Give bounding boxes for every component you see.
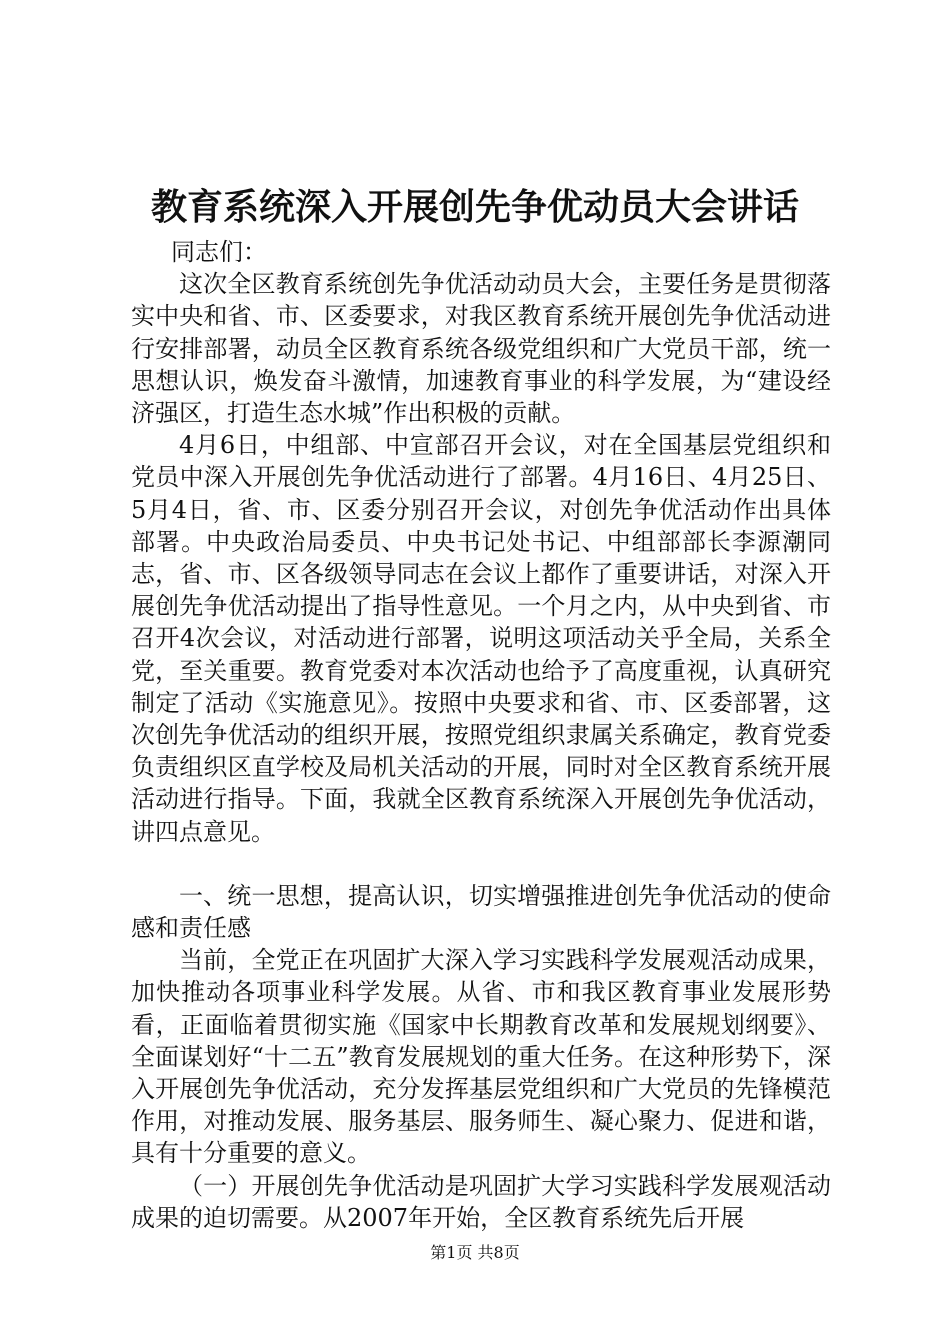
paragraph-subsection-1: （一）开展创先争优活动是巩固扩大学习实践科学发展观活动成果的迫切需要。从2007年开始，全区教育系统先后开展 xyxy=(131,1171,831,1232)
document-body xyxy=(131,236,831,1234)
section-heading-1: 一、统一思想，提高认识，切实增强推进创先争优活动的使命感和责任感 xyxy=(131,881,831,943)
paragraph-intro: 这次全区教育系统创先争优活动动员大会，主要任务是贯彻落实中央和省、市、区委要求，对我区教育系统开展创先争优活动进行安排部署，动员全区教育系统各级党组织和广大党员干部，统一思想认识，焕发奋斗激情，加速教育事业的科学发展，为“建设经济强区，打造生态水城”作出积极的贡献。 xyxy=(131,270,831,428)
page-number-footer: 第1页 共8页 xyxy=(430,1243,520,1262)
document-title: 教育系统深入开展创先争优动员大会讲话 xyxy=(150,187,799,228)
paragraph-current-situation: 当前，全党正在巩固扩大深入学习实践科学发展观活动成果，加快推动各项事业科学发展。从省、市和我区教育事业发展形势看，正面临着贯彻实施《国家中长期教育改革和发展规划纲要》、全面谋划好“十二五”教育发展规划的重大任务。在这种形势下，深入开展创先争优活动，充分发挥基层党组织和广大党员的先锋模范作用，对推动发展、服务基层、服务师生、凝心聚力、促进和谐，具有十分重要的意义。 xyxy=(131,946,831,1168)
salutation: 同志们： xyxy=(171,238,267,266)
paragraph-background: 4月6日，中组部、中宣部召开会议，对在全国基层党组织和党员中深入开展创先争优活动进行了部署。4月16日、4月25日、5月4日，省、市、区委分别召开会议，对创先争优活动作出具体部署。中央政治局委员、中央书记处书记、中组部部长李源潮同志，省、市、区各级领导同志在会议上都作了重要讲话，对深入开展创先争优活动提出了指导性意见。一个月之内，从中央到省、市召开4次会议，对活动进行部署，说明这项活动关乎全局，关系全党，至关重要。教育党委对本次活动也给予了高度重视，认真研究制定了活动《实施意见》。按照中央要求和省、市、区委部署，这次创先争优活动的组织开展，按照党组织隶属关系确定，教育党委负责组织区直学校及局机关活动的开展，同时对全区教育系统开展活动进行指导。下面，我就全区教育系统深入开展创先争优活动，讲四点意见。 xyxy=(131,431,831,846)
